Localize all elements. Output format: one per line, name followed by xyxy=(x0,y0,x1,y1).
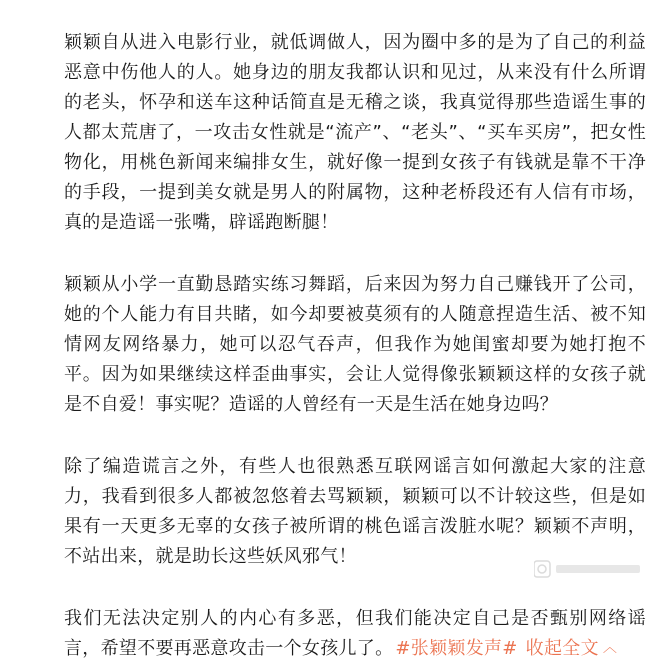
watermark-logo xyxy=(534,558,644,580)
collapse-text-button[interactable] xyxy=(526,638,618,659)
post-paragraph-4-text: 我们无法决定别人的内心有多恶，但我们能决定自己是否甄别网络谣言，希望不要再恶意攻击一个女孩儿了。 xyxy=(64,608,646,659)
post-paragraph-4 xyxy=(64,604,646,664)
collapse-text-label: 收起全文 xyxy=(525,638,599,659)
hashtag-link[interactable]: #张颖颖发声# xyxy=(395,638,518,659)
post-paragraph-1: 颖颖自从进入电影行业，就低调做人，因为圈中多的是为了自己的利益恶意中伤他人的人。她身边的朋友我都认识和见过，从来没有什么所谓的老头，怀孕和送车这种话简直是无稽之谈，我真觉得那些造谣生事的人都太荒唐了，一攻击女性就是“流产”、“老头”、“买车买房”，把女性物化，用桃色新闻来编排女生，就好像一提到女孩子有钱就是靠不干净的手段，一提到美女就是男人的附属物，这种老桥段还有人信有市场，真的是造谣一张嘴，辟谣跑断腿！ xyxy=(64,32,646,233)
post-paragraph-3: 除了编造谎言之外，有些人也很熟悉互联网谣言如何激起大家的注意力，我看到很多人都被忽悠着去骂颖颖，颖颖可以不计较这些，但是如果有一天更多无辜的女孩子被所谓的桃色谣言泼脏水呢？颖颖不声明，不站出来，就是助长这些妖风邪气！ xyxy=(64,456,646,567)
chevron-up-icon: ︿ xyxy=(602,640,618,656)
post-paragraph-2: 颖颖从小学一直勤恳踏实练习舞蹈，后来因为努力自己赚钱开了公司，她的个人能力有目共睹，如今却要被莫须有的人随意捏造生活、被不知情网友网络暴力，她可以忍气吞声，但我作为她闺蜜却要为她打抱不平。因为如果继续这样歪曲事实，会让人觉得像张颖颖这样的女孩子就是不自爱！事实呢？造谣的人曾经有一天是生活在她身边吗？ xyxy=(64,274,646,415)
